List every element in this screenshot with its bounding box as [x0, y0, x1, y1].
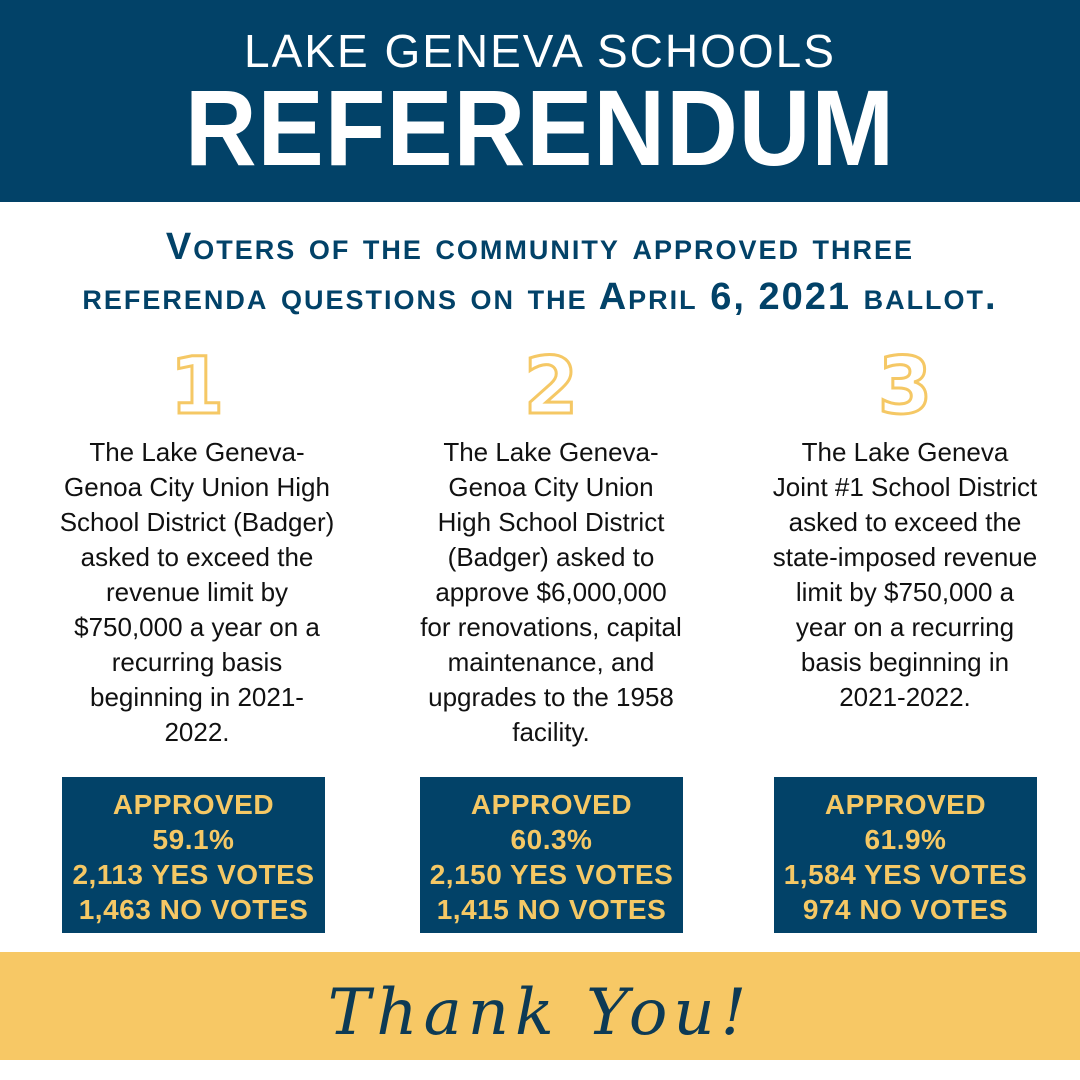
result-percent: 60.3%: [510, 824, 593, 855]
desc-line: beginning in 2021-: [90, 682, 304, 712]
desc-line: facility.: [512, 717, 590, 747]
thank-you-script: [0, 964, 1080, 1060]
number-1-icon: [32, 340, 362, 425]
question-1-description: [32, 435, 362, 750]
question-2: [386, 340, 716, 750]
result-no-votes: 1,463 NO VOTES: [78, 894, 309, 925]
desc-line: recurring basis: [111, 647, 283, 677]
subtitle: [20, 222, 1060, 322]
desc-line: asked to exceed the: [80, 542, 314, 572]
desc-line: Genoa City Union High: [64, 472, 330, 502]
desc-line: revenue limit by: [105, 577, 289, 607]
result-yes-votes: 2,150 YES VOTES: [429, 859, 674, 890]
header-banner: [0, 0, 1080, 202]
result-percent: 59.1%: [152, 824, 235, 855]
result-status: APPROVED: [112, 789, 275, 820]
desc-line: High School District: [437, 507, 665, 537]
result-percent: 61.9%: [864, 824, 947, 855]
thank-you-text: Thank You!: [327, 976, 753, 1050]
result-status: APPROVED: [470, 789, 633, 820]
number-3-icon: [740, 340, 1070, 425]
desc-line: 2022.: [164, 717, 230, 747]
desc-line: asked to exceed the: [788, 507, 1022, 537]
desc-line: School District (Badger): [59, 507, 335, 537]
header-district-name: LAKE GENEVA SCHOOLS: [244, 25, 836, 77]
desc-line: (Badger) asked to: [447, 542, 655, 572]
desc-line: $750,000 a year on a: [74, 612, 320, 642]
result-box-1: [62, 777, 325, 933]
question-1: [32, 340, 362, 750]
desc-line: The Lake Geneva-: [89, 437, 305, 467]
result-status: APPROVED: [824, 789, 987, 820]
number-2-icon: [386, 340, 716, 425]
subtitle-line-1: Voters of the community approved three: [165, 226, 915, 268]
desc-line: Joint #1 School District: [772, 472, 1038, 502]
result-box-2: [420, 777, 683, 933]
number-3-label: 3: [877, 342, 933, 423]
number-2-label: 2: [523, 342, 579, 423]
desc-line: Genoa City Union: [448, 472, 654, 502]
header-title: REFERENDUM: [184, 67, 896, 188]
desc-line: limit by $750,000 a: [795, 577, 1015, 607]
result-yes-votes: 2,113 YES VOTES: [72, 859, 315, 890]
question-3: [740, 340, 1070, 715]
desc-line: basis beginning in: [800, 647, 1010, 677]
desc-line: The Lake Geneva: [801, 437, 1009, 467]
desc-line: approve $6,000,000: [435, 577, 667, 607]
desc-line: maintenance, and: [447, 647, 655, 677]
desc-line: year on a recurring: [795, 612, 1015, 642]
result-no-votes: 1,415 NO VOTES: [436, 894, 667, 925]
question-2-description: [386, 435, 716, 750]
number-1-label: 1: [169, 342, 225, 423]
desc-line: The Lake Geneva-: [443, 437, 659, 467]
desc-line: for renovations, capital: [420, 612, 682, 642]
question-3-description: [740, 435, 1070, 715]
result-no-votes: 974 NO VOTES: [802, 894, 1009, 925]
result-box-3: [774, 777, 1037, 933]
result-yes-votes: 1,584 YES VOTES: [783, 859, 1028, 890]
desc-line: state-imposed revenue: [772, 542, 1038, 572]
desc-line: upgrades to the 1958: [428, 682, 674, 712]
subtitle-line-2: referenda questions on the April 6, 2021 ballot.: [82, 276, 998, 318]
desc-line: 2021-2022.: [839, 682, 971, 712]
